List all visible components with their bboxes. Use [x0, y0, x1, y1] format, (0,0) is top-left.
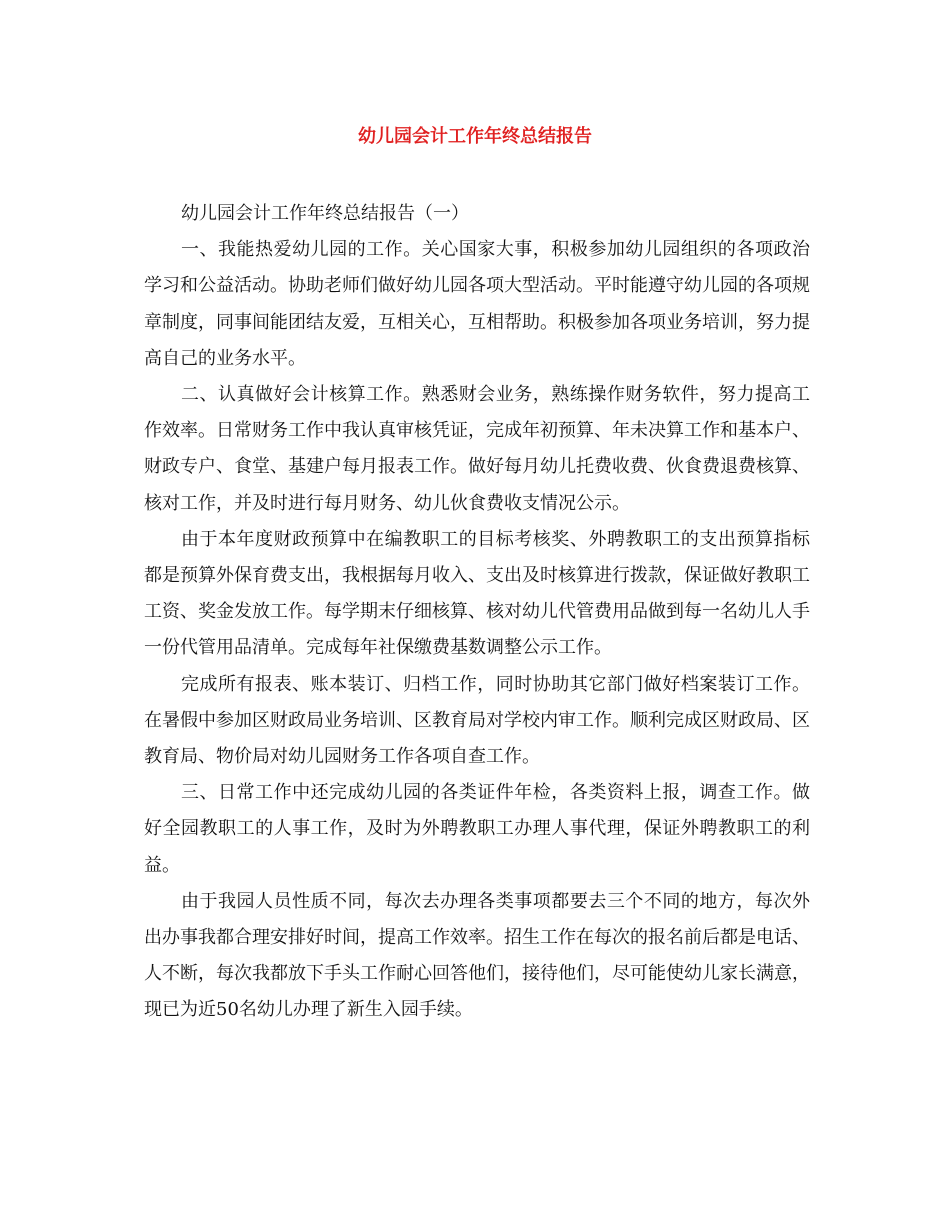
paragraph-3: 由于本年度财政预算中在编教职工的目标考核奖、外聘教职工的支出预算指标都是预算外保育费支出，我根据每月收入、支出及时核算进行拨款，保证做好教职工工资、奖金发放工作。每学期末仔细核算、核对幼儿代管费用品做到每一名幼儿人手一份代管用品清单。完成每年社保缴费基数调整公示工作。: [144, 528, 810, 659]
paragraph-5: 三、日常工作中还完成幼儿园的各类证件年检，各类资料上报，调查工作。做好全园教职工的人事工作，及时为外聘教职工办理人事代理，保证外聘教职工的利益。: [144, 782, 810, 876]
paragraph-2: 二、认真做好会计核算工作。熟悉财会业务，熟练操作财务软件，努力提高工作效率。日常财务工作中我认真审核凭证，完成年初预算、年未决算工作和基本户、财政专户、食堂、基建户每月报表工作。做好每月幼儿托费收费、伙食费退费核算、核对工作，并及时进行每月财务、幼儿伙食费收支情况公示。: [144, 384, 810, 514]
paragraph-6: 由于我园人员性质不同，每次去办理各类事项都要去三个不同的地方，每次外出办事我都合理安排好时间，提高工作效率。招生工作在每次的报名前后都是电话、人不断，每次我都放下手头工作耐心回答他们，接待他们，尽可能使幼儿家长满意，现已为近50名幼儿办理了新生入园手续。: [144, 890, 810, 1021]
document-title: 幼儿园会计工作年终总结报告: [358, 126, 592, 147]
document-body: [144, 196, 810, 1029]
section-heading: 幼儿园会计工作年终总结报告（一）: [181, 203, 469, 224]
paragraph-1: 一、我能热爱幼儿园的工作。关心国家大事，积极参加幼儿园组织的各项政治学习和公益活动。协助老师们做好幼儿园各项大型活动。平时能遵守幼儿园的各项规章制度，同事间能团结友爱，互相关心，互相帮助。积极参加各项业务培训，努力提高自己的业务水平。: [144, 239, 810, 369]
paragraph-4: 完成所有报表、账本装订、归档工作，同时协助其它部门做好档案装订工作。在暑假中参加区财政局业务培训、区教育局对学校内审工作。顺利完成区财政局、区教育局、物价局对幼儿园财务工作各项自查工作。: [144, 673, 810, 768]
